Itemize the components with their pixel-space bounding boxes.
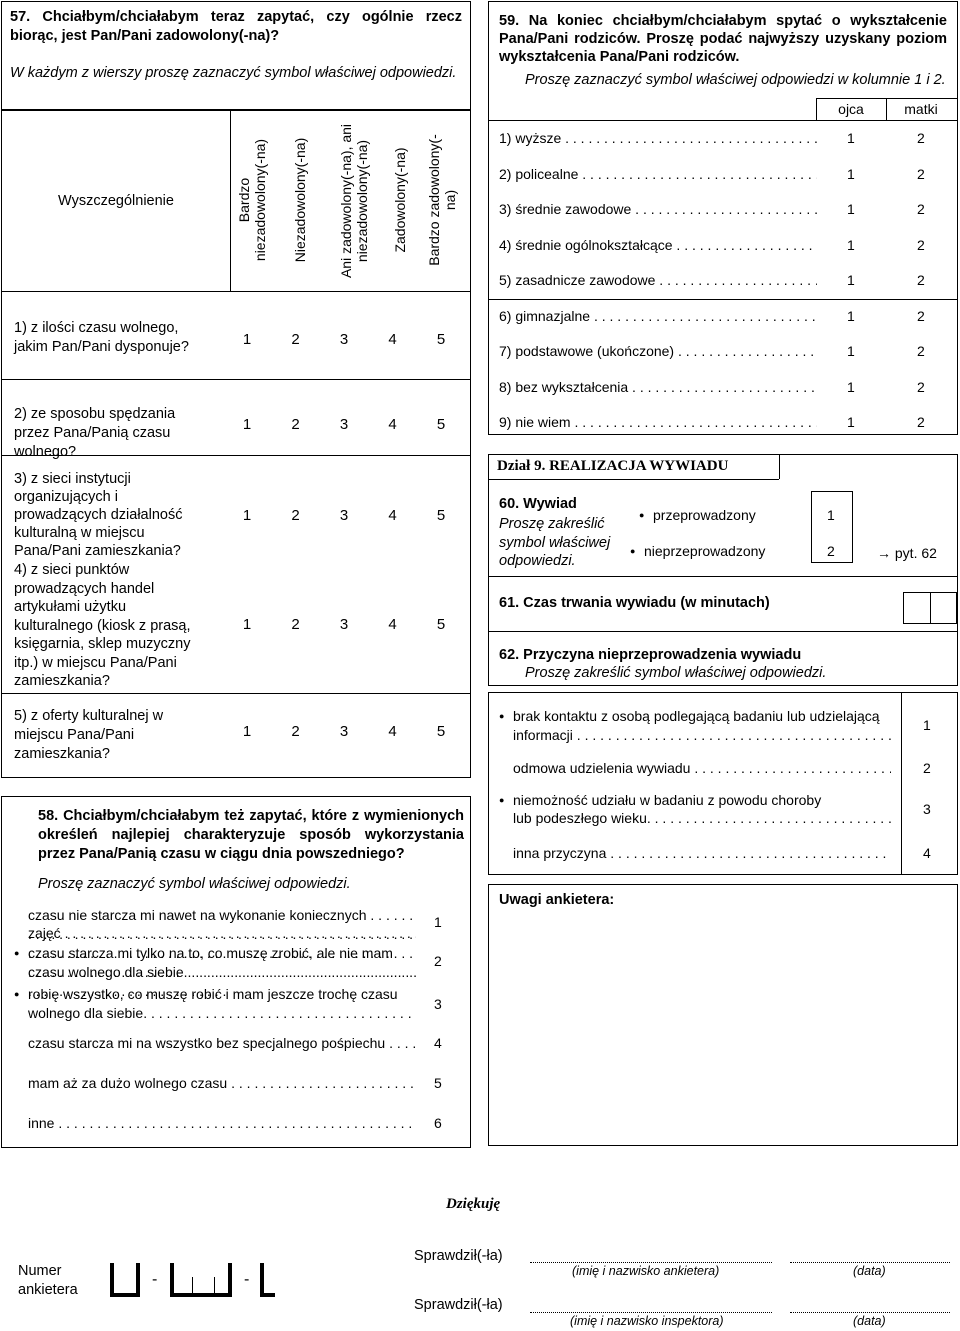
q60-title: 60. Wywiad xyxy=(499,496,577,512)
q62-option-3-l1: niemożność udziału w badaniu z powodu choroby xyxy=(513,792,822,808)
q57-row-scale-5[interactable] xyxy=(240,723,448,740)
q61-answer-divider xyxy=(930,592,931,624)
q59-option-label xyxy=(499,343,817,359)
q62-option-1-l2: informacji xyxy=(513,727,573,743)
remarks-box[interactable] xyxy=(488,884,958,1146)
q59-option-text: 7) podstawowe (ukończone) xyxy=(499,343,675,359)
q58-option-2-l1: czasu starcza mi tylko na to, co muszę zrobić, ale nie mam xyxy=(28,945,393,961)
q57-table xyxy=(1,110,471,778)
box-border xyxy=(260,1293,275,1297)
q60-code-1[interactable]: 1 xyxy=(827,507,835,523)
scale-option[interactable]: 5 xyxy=(436,723,446,740)
scale-option[interactable]: 5 xyxy=(436,331,446,348)
q59-mother-code[interactable]: 2 xyxy=(917,201,925,217)
q59-option-text: 1) wyższe xyxy=(499,130,562,146)
box-border xyxy=(170,1293,232,1297)
q58-option-3-l2: wolnego dla siebie. xyxy=(28,1005,148,1021)
signature-line-inspector[interactable] xyxy=(530,1312,772,1313)
q59-col-mother: matki xyxy=(904,101,938,117)
q58-option-3-code[interactable]: 3 xyxy=(434,996,442,1012)
q57-row-scale-1[interactable] xyxy=(240,331,448,348)
q59-option-label xyxy=(499,166,817,182)
q59-box xyxy=(488,1,958,435)
q62-option-4-l1: inna przyczyna xyxy=(513,845,607,861)
q59-mother-code[interactable]: 2 xyxy=(917,414,925,430)
q62-option-1[interactable] xyxy=(513,708,893,724)
scale-option[interactable]: 3 xyxy=(339,416,349,433)
q59-option-text: 4) średnie ogólnokształcące xyxy=(499,236,673,253)
scale-option[interactable]: 5 xyxy=(436,507,446,524)
q59-mother-code[interactable]: 2 xyxy=(917,236,925,253)
scale-option[interactable]: 3 xyxy=(339,723,349,740)
q59-father-code[interactable]: 1 xyxy=(847,343,855,359)
q59-header-divider xyxy=(489,120,957,121)
q57-scale-header-3: Ani zadowolony(-na), ani niezadowolony(-na) xyxy=(338,123,370,279)
q59-option-label xyxy=(499,201,817,217)
q59-option-label xyxy=(499,272,817,288)
q62-option-2-l1: odmowa udzielenia wywiadu xyxy=(513,760,691,776)
q59-mother-code[interactable]: 2 xyxy=(917,130,925,146)
q60-goto: → pyt. 62 xyxy=(877,545,937,561)
q57-scale-header-1: Bardzo niezadowolony(-na) xyxy=(236,138,268,262)
scale-option[interactable]: 2 xyxy=(291,416,300,433)
q59-row-divider xyxy=(489,299,957,300)
checked-by-label-1: Sprawdził(-ła) xyxy=(414,1248,503,1264)
scale-option[interactable]: 1 xyxy=(242,507,252,524)
q59-option-text: 8) bez wykształcenia xyxy=(499,378,629,395)
scale-option[interactable]: 3 xyxy=(339,616,349,633)
q62-options-box xyxy=(488,692,958,875)
q59-father-code[interactable]: 1 xyxy=(847,165,855,182)
q58-option-5-l1: mam aż za dużo wolnego czasu xyxy=(28,1075,228,1091)
scale-option[interactable]: 2 xyxy=(291,616,300,633)
q62-option-3-code[interactable]: 3 xyxy=(923,801,931,817)
q62-option-3[interactable] xyxy=(513,792,893,808)
remarks-label: Uwagi ankietera: xyxy=(499,892,615,908)
q62-option-3-l2: lub podeszłego wieku. xyxy=(513,810,651,826)
box-border xyxy=(170,1263,174,1297)
section9-title-divider xyxy=(489,479,779,480)
name-inspector-caption: (imię i nazwisko inspektora) xyxy=(570,1314,724,1328)
q59-mother-code[interactable]: 2 xyxy=(917,307,925,324)
q62-option-1-code[interactable]: 1 xyxy=(923,717,931,733)
q58-option-3-line2 xyxy=(28,1005,416,1021)
q59-mother-code[interactable]: 2 xyxy=(917,272,925,288)
box-border xyxy=(136,1263,140,1297)
q58-option-2-line2 xyxy=(28,964,416,980)
scale-option[interactable]: 1 xyxy=(242,616,252,633)
q58-option-3-l1: robię wszystko, co muszę robić i mam jeszcze trochę czasu xyxy=(28,986,398,1002)
q57-row-divider xyxy=(2,693,470,694)
q57-row-label-4: 4) z sieci punktów prowadzących handel artykułami użytku kulturalnego (kiosk z prasą, księgarnia, sklep muzyczny itp.) w miejscu Pana/Pani zamieszkania? xyxy=(14,562,191,689)
date-caption-2: (data) xyxy=(853,1314,886,1328)
box-border xyxy=(214,1277,215,1297)
q59-option-label xyxy=(499,414,817,430)
q58-instruction: Proszę zaznaczyć symbol właściwej odpowiedzi. xyxy=(38,876,351,892)
q59-father-code[interactable]: 1 xyxy=(847,307,855,324)
q58-option-2-l2: czasu wolnego dla siebie xyxy=(28,964,184,980)
interviewer-number-boxes[interactable] xyxy=(110,1263,275,1297)
q60-option-1[interactable]: ● przeprowadzony xyxy=(653,507,756,523)
q60-option-2[interactable]: ● nieprzeprowadzony xyxy=(644,543,765,559)
q57-scale-header-4: Zadowolony(-na) xyxy=(392,147,408,253)
scale-option[interactable]: 4 xyxy=(388,507,397,524)
q59-option-label xyxy=(499,237,817,253)
q62-title: 62. Przyczyna nieprzeprowadzenia wywiadu xyxy=(499,647,802,663)
scale-option[interactable]: 3 xyxy=(339,331,349,348)
name-interviewer-caption: (imię i nazwisko ankietera) xyxy=(572,1264,720,1278)
section9-box xyxy=(488,454,958,686)
date-line-1[interactable] xyxy=(790,1262,950,1263)
q57-col-header: Wyszczególnienie xyxy=(58,193,174,209)
q59-option-label xyxy=(499,130,817,146)
q57-row-label-1: 1) z ilości czasu wolnego, jakim Pan/Pani dysponuje? xyxy=(14,320,189,355)
q58-option-1-l1: czasu nie starcza mi nawet na wykonanie koniecznych xyxy=(28,907,367,923)
scale-option[interactable]: 5 xyxy=(436,416,446,433)
q58-option-6-code[interactable]: 6 xyxy=(434,1115,442,1131)
q62-option-2[interactable] xyxy=(513,760,891,776)
box-border xyxy=(228,1263,232,1297)
q58-title: 58. Chciałbym/chciałabym też zapytać, które z wymienionych określeń najlepiej charakteryzuje sposób wykorzystania przez Pana/Panią czasu w ciągu dnia powszedniego? xyxy=(38,808,464,862)
q59-father-code[interactable]: 1 xyxy=(847,378,855,395)
scale-option[interactable]: 1 xyxy=(242,416,252,433)
q57-instruction: W każdym z wierszy proszę zaznaczyć symbol właściwej odpowiedzi. xyxy=(10,65,457,81)
number-dash: - xyxy=(152,1271,158,1288)
q62-instruction: Proszę zakreślić symbol właściwej odpowiedzi. xyxy=(525,665,827,681)
q58-option-5-code[interactable]: 5 xyxy=(434,1075,442,1091)
scale-option[interactable]: 4 xyxy=(388,723,397,740)
number-dash: - xyxy=(244,1271,250,1288)
q59-option-text: 6) gimnazjalne xyxy=(499,307,591,324)
scale-option[interactable]: 1 xyxy=(242,331,252,348)
q59-title: 59. Na koniec chciałbym/chciałabym spytać o wykształcenie Pana/Pani rodziców. Proszę podać najwyższy uzyskany poziom wykształcenia Pana/Pani rodziców. xyxy=(499,13,947,65)
q61-divider xyxy=(489,631,957,632)
box-border xyxy=(110,1263,114,1297)
q57-row-label-5: 5) z oferty kulturalnej w miejscu Pana/Pani zamieszkania? xyxy=(14,708,164,762)
q58-option-1-code[interactable]: 1 xyxy=(434,914,442,930)
q59-father-code[interactable]: 1 xyxy=(847,272,855,288)
q58-option-2-code[interactable]: 2 xyxy=(434,953,442,969)
interviewer-number-label xyxy=(18,1262,78,1300)
q59-col-father: ojca xyxy=(838,101,864,117)
q57-header-divider xyxy=(2,291,470,292)
q59-option-text: 9) nie wiem xyxy=(499,414,571,430)
scale-option[interactable]: 3 xyxy=(339,507,349,524)
q62-option-1-l1: brak kontaktu z osobą podlegającą badaniu lub udzielającą xyxy=(513,708,880,724)
q59-option-label xyxy=(499,379,817,395)
q62-option-4-code[interactable]: 4 xyxy=(923,845,931,861)
q57-scale-header-5: Bardzo zadowolony(-na) xyxy=(426,134,458,266)
section9-title-vline xyxy=(779,455,780,479)
q58-option-6[interactable] xyxy=(28,1115,416,1131)
q59-option-text: 2) policealne xyxy=(499,165,579,182)
q62-option-3-line2 xyxy=(513,810,891,826)
q62-option-4[interactable] xyxy=(513,845,891,861)
q58-option-1-l2: zajęć xyxy=(28,925,61,941)
q62-option-2-code[interactable]: 2 xyxy=(923,760,931,776)
scale-option[interactable]: 5 xyxy=(436,616,446,633)
q59-option-text: 5) zasadnicze zawodowe xyxy=(499,272,656,288)
q58-option-1-line2 xyxy=(28,925,416,941)
q61-title: 61. Czas trwania wywiadu (w minutach) xyxy=(499,595,770,611)
box-border xyxy=(192,1277,193,1297)
signature-line-interviewer[interactable] xyxy=(530,1262,772,1263)
q57-row-scale-2[interactable] xyxy=(240,416,448,433)
q57-row-scale-3[interactable] xyxy=(240,507,448,524)
thanks-text: Dziękuję xyxy=(446,1196,501,1212)
scale-option[interactable]: 2 xyxy=(291,507,300,524)
q59-father-code[interactable]: 1 xyxy=(847,130,855,146)
q57-col-divider xyxy=(230,111,231,291)
q57-row-scale-4[interactable] xyxy=(240,616,448,633)
q57-row-divider xyxy=(2,379,470,380)
q59-instruction: Proszę zaznaczyć symbol właściwej odpowiedzi w kolumnie 1 i 2. xyxy=(525,72,946,88)
scale-option[interactable]: 2 xyxy=(291,723,300,740)
q59-mother-code[interactable]: 2 xyxy=(917,343,925,359)
q58-option-6-l1: inne xyxy=(28,1115,55,1131)
q57-header-box xyxy=(1,1,471,110)
scale-option[interactable]: 2 xyxy=(291,331,300,348)
box-border xyxy=(260,1263,264,1297)
checked-by-label-2: Sprawdził(-ła) xyxy=(414,1297,503,1313)
q58-option-3[interactable] xyxy=(28,986,416,1002)
q58-option-5[interactable] xyxy=(28,1075,416,1091)
q62-option-1-line2 xyxy=(513,727,891,743)
interviewer-number-label-2: ankietera xyxy=(18,1282,78,1298)
q58-box xyxy=(1,796,471,1148)
q59-father-code[interactable]: 1 xyxy=(847,236,855,253)
date-line-2[interactable] xyxy=(790,1312,950,1313)
q59-father-code[interactable]: 1 xyxy=(847,414,855,430)
q58-option-4-code[interactable]: 4 xyxy=(434,1035,442,1051)
q57-scale-header-2: Niezadowolony(-na) xyxy=(292,137,308,263)
q60-instruction: Proszę zakreślić symbol właściwej odpowiedzi. xyxy=(499,516,611,569)
date-caption-1: (data) xyxy=(853,1264,886,1278)
q59-mother-code[interactable]: 2 xyxy=(917,378,925,395)
q59-option-label xyxy=(499,308,817,324)
q59-mother-code[interactable]: 2 xyxy=(917,165,925,182)
q57-row-label-2: 2) ze sposobu spędzania przez Pana/Panią czasu wolnego? xyxy=(14,406,176,460)
scale-option[interactable]: 4 xyxy=(388,616,397,633)
q59-father-code[interactable]: 1 xyxy=(847,201,855,217)
q58-option-4[interactable] xyxy=(28,1035,416,1051)
q60-divider xyxy=(489,576,957,577)
section9-title: Dział 9. REALIZACJA WYWIADU xyxy=(497,458,729,474)
q60-code-2[interactable]: 2 xyxy=(827,543,835,559)
q57-row-label-3: 3) z sieci instytucji organizujących i prowadzących działalność kulturalną w miejscu Pana/Pani zamieszkania? xyxy=(14,471,183,559)
interviewer-number-label-1: Numer xyxy=(18,1263,62,1279)
scale-option[interactable]: 4 xyxy=(388,416,397,433)
scale-option[interactable]: 1 xyxy=(242,723,252,740)
q58-option-2[interactable] xyxy=(28,945,416,961)
q59-option-text: 3) średnie zawodowe xyxy=(499,201,632,217)
q58-option-4-l1: czasu starcza mi na wszystko bez specjalnego pośpiechu xyxy=(28,1035,386,1051)
q57-title: 57. Chciałbym/chciałabym teraz zapytać, czy ogólnie rzecz biorąc, jest Pan/Pani zadowolony(-na)? xyxy=(10,9,462,44)
scale-option[interactable]: 4 xyxy=(388,331,397,348)
q62-code-col-divider xyxy=(901,693,902,874)
